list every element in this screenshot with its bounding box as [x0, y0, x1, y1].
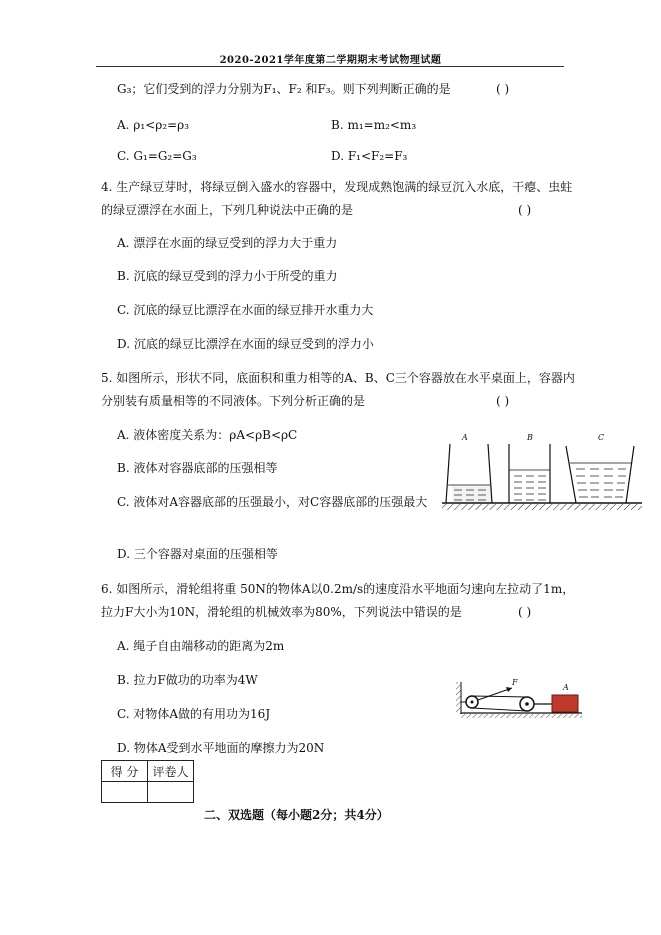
- q3-continuation: G₃；它们受到的浮力分别为F₁、F₂ 和F₃。则下列判断正确的是: [117, 82, 451, 96]
- q5-option-c: C. 液体对A容器底部的压强最小，对C容器底部的压强最大: [117, 495, 428, 509]
- q5-option-b: B. 液体对容器底部的压强相等: [117, 461, 278, 475]
- ground: [461, 713, 582, 718]
- q3-answer-paren: ( ): [496, 82, 510, 96]
- score-cell[interactable]: [102, 782, 148, 803]
- container-a: [446, 444, 492, 503]
- page-header: 2020-2021学年度第二学期期末考试物理试题: [219, 55, 442, 66]
- q6-option-a: A. 绳子自由端移动的距离为2m: [117, 639, 285, 653]
- q3-option-b: B. m₁=m₂<m₃: [331, 118, 417, 132]
- q3-option-c: C. G₁=G₂=G₃: [117, 149, 197, 163]
- q4-stem-line2: 的绿豆漂浮在水面上，下列几种说法中正确的是: [101, 203, 354, 217]
- q4-option-d: D. 沉底的绿豆比漂浮在水面的绿豆受到的浮力小: [117, 337, 374, 351]
- q5-option-d: D. 三个容器对桌面的压强相等: [117, 547, 278, 561]
- fixed-pulley: [461, 696, 478, 708]
- header-divider: [96, 66, 564, 67]
- q5-option-a: A. 液体密度关系为：ρA<ρB<ρC: [117, 428, 298, 442]
- score-header: 得 分: [102, 761, 148, 782]
- q3-option-a: A. ρ₁<ρ₂=ρ₃: [117, 118, 189, 132]
- grader-header: 评卷人: [148, 761, 194, 782]
- grader-cell[interactable]: [148, 782, 194, 803]
- q4-option-a: A. 漂浮在水面的绿豆受到的浮力大于重力: [117, 236, 338, 250]
- q6-stem-line1: 6. 如图所示，滑轮组将重 50N的物体A以0.2m/s的速度沿水平地面匀速向左拉动了1m，: [101, 582, 575, 596]
- q4-option-b: B. 沉底的绿豆受到的浮力小于所受的重力: [117, 269, 338, 283]
- force-label: F: [512, 678, 518, 687]
- block-a: [552, 695, 578, 712]
- q3-option-d: D. F₁<F₂=F₃: [331, 149, 408, 163]
- q5-stem-line2: 分别装有质量相等的不同液体。下列分析正确的是: [101, 394, 366, 408]
- q5-stem-line1: 5. 如图所示，形状不同，底面积和重力相等的A、B、C三个容器放在水平桌面上，容器内: [101, 371, 575, 385]
- q4-option-c: C. 沉底的绿豆比漂浮在水面的绿豆排开水重力大: [117, 303, 374, 317]
- table-surface: [442, 503, 642, 510]
- container-c: [566, 446, 634, 503]
- container-c-label: C: [598, 433, 605, 442]
- container-a-label: A: [462, 433, 468, 442]
- block-a-label: A: [563, 683, 569, 692]
- q4-stem-line1: 4. 生产绿豆芽时，将绿豆倒入盛水的容器中，发现成熟饱满的绿豆沉入水底，干瘪、虫蛀: [101, 180, 573, 194]
- q6-option-c: C. 对物体A做的有用功为16J: [117, 707, 271, 721]
- containers-figure: [442, 430, 642, 520]
- rope: [472, 688, 527, 711]
- section-title: 二、双选题（每小题2分；共4分）: [204, 808, 389, 822]
- q4-answer-paren: ( ): [518, 203, 532, 217]
- container-b-label: B: [527, 433, 533, 442]
- q6-answer-paren: ( ): [518, 605, 532, 619]
- wall: [456, 682, 461, 714]
- q6-option-d: D. 物体A受到水平地面的摩擦力为20N: [117, 741, 325, 755]
- q6-stem-line2: 拉力F大小为10N，滑轮组的机械效率为80%，下列说法中错误的是: [101, 605, 462, 619]
- movable-pulley: [520, 697, 552, 711]
- score-table: [101, 760, 194, 803]
- pulley-figure: [452, 676, 582, 721]
- q6-option-b: B. 拉力F做功的功率为4W: [117, 673, 258, 687]
- q5-answer-paren: ( ): [496, 394, 510, 408]
- container-b: [509, 444, 550, 503]
